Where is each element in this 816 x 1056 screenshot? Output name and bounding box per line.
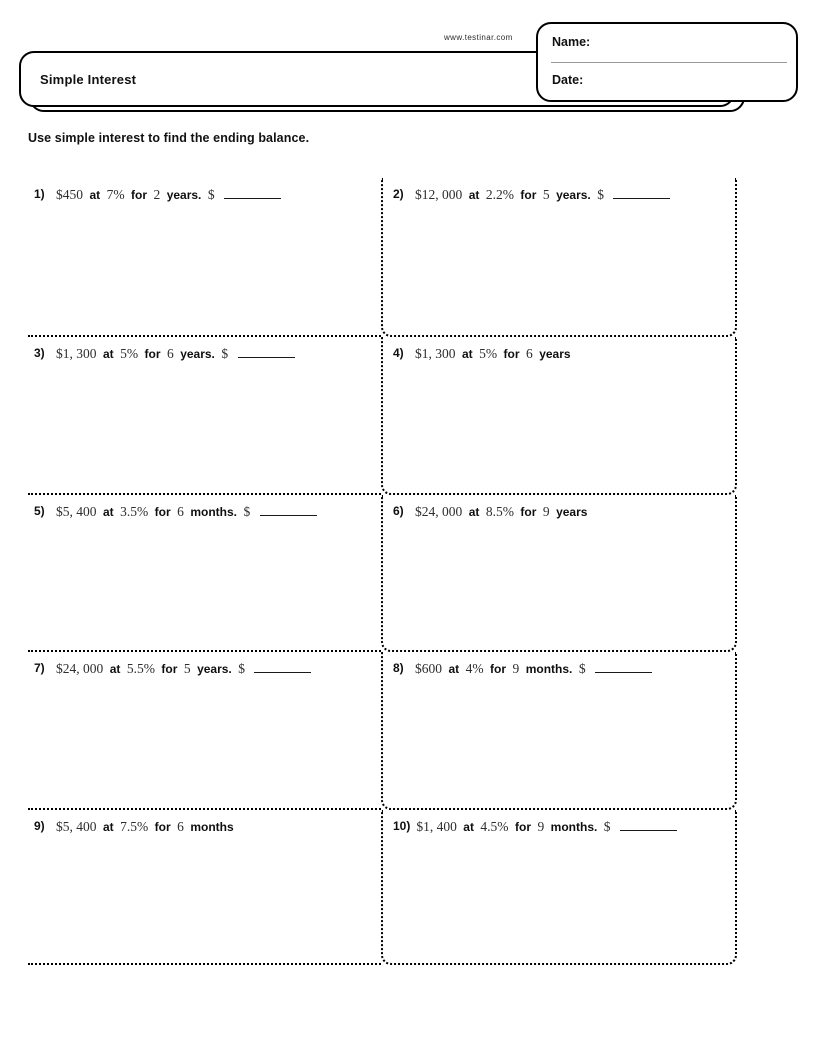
problem-cell-8 xyxy=(381,652,737,810)
rate-value: 7% xyxy=(106,187,125,202)
amount-value: $12, 000 xyxy=(415,187,463,202)
problem-text xyxy=(415,186,672,204)
site-url: www.testinar.com xyxy=(444,33,513,42)
date-label: Date: xyxy=(552,73,584,87)
at-word: at xyxy=(463,820,474,834)
answer-blank[interactable] xyxy=(224,186,281,199)
dollar-sign: $ xyxy=(238,661,245,676)
problem-cell-4 xyxy=(381,337,737,495)
for-word: for xyxy=(161,662,178,676)
amount-value: $1, 300 xyxy=(415,346,456,361)
unit-word: months. xyxy=(190,505,237,519)
problem-number: 6) xyxy=(393,504,404,518)
unit-word: years. xyxy=(197,662,232,676)
at-word: at xyxy=(461,347,473,361)
for-word: for xyxy=(515,820,531,834)
problem-number: 10) xyxy=(393,819,411,833)
problem-cell-3 xyxy=(28,337,381,495)
problem-text xyxy=(56,186,283,204)
for-word: for xyxy=(131,188,148,202)
unit-word: years. xyxy=(166,188,202,202)
dollar-sign: $ xyxy=(597,187,604,202)
problem-cell-1 xyxy=(28,178,381,337)
answer-blank[interactable] xyxy=(620,818,677,831)
for-word: for xyxy=(490,662,507,676)
instruction-text: Use simple interest to find the ending balance. xyxy=(28,131,310,145)
problem-cell-5 xyxy=(28,495,381,652)
dollar-sign: $ xyxy=(578,661,586,676)
for-word: for xyxy=(154,820,171,834)
unit-word: years xyxy=(539,347,571,361)
problem-number: 2) xyxy=(393,187,404,201)
time-value: 9 xyxy=(512,661,520,676)
time-value: 6 xyxy=(525,346,533,361)
at-word: at xyxy=(102,347,114,361)
for-word: for xyxy=(503,347,520,361)
problem-text xyxy=(56,345,297,363)
for-word: for xyxy=(520,188,537,202)
problem-number: 1) xyxy=(34,187,45,201)
answer-blank[interactable] xyxy=(260,503,317,516)
unit-word: years xyxy=(556,505,588,519)
amount-value: $5, 400 xyxy=(56,819,97,834)
time-value: 9 xyxy=(537,819,545,834)
problem-text xyxy=(415,503,589,521)
problem-number: 7) xyxy=(34,661,45,675)
unit-word: months xyxy=(190,820,234,834)
amount-value: $1, 400 xyxy=(416,819,457,834)
name-label: Name: xyxy=(552,35,591,49)
answer-blank[interactable] xyxy=(595,660,652,673)
at-word: at xyxy=(89,188,101,202)
amount-value: $1, 300 xyxy=(56,346,97,361)
rate-value: 5% xyxy=(479,346,498,361)
amount-value: $450 xyxy=(56,187,83,202)
time-value: 5 xyxy=(183,661,191,676)
problem-cell-10 xyxy=(381,810,737,965)
problem-number: 3) xyxy=(34,346,45,360)
problem-number: 4) xyxy=(393,346,404,360)
problem-text xyxy=(416,818,679,836)
rate-value: 8.5% xyxy=(485,504,514,519)
problem-number: 5) xyxy=(34,504,45,518)
rate-value: 7.5% xyxy=(120,819,149,834)
answer-blank[interactable] xyxy=(613,186,670,199)
time-value: 9 xyxy=(542,504,550,519)
time-value: 2 xyxy=(153,187,161,202)
problem-number: 8) xyxy=(393,661,404,675)
problem-cell-9 xyxy=(28,810,381,965)
at-word: at xyxy=(448,662,460,676)
at-word: at xyxy=(468,505,480,519)
worksheet-title: Simple Interest xyxy=(40,71,137,87)
unit-word: years. xyxy=(180,347,215,361)
answer-blank[interactable] xyxy=(238,345,295,358)
problem-cell-7 xyxy=(28,652,381,810)
rate-value: 4% xyxy=(465,661,484,676)
time-value: 6 xyxy=(177,819,184,834)
amount-value: $24, 000 xyxy=(415,504,463,519)
name-date-box xyxy=(536,22,798,102)
rate-value: 5% xyxy=(120,346,139,361)
at-word: at xyxy=(468,188,480,202)
dollar-sign: $ xyxy=(603,819,611,834)
problem-cell-6 xyxy=(381,495,737,652)
answer-blank[interactable] xyxy=(254,660,311,673)
problems-grid xyxy=(28,178,737,965)
time-value: 6 xyxy=(166,346,174,361)
problem-text xyxy=(415,660,654,678)
rate-value: 5.5% xyxy=(126,661,155,676)
time-value: 5 xyxy=(542,187,550,202)
at-word: at xyxy=(102,820,114,834)
unit-word: months. xyxy=(550,820,598,834)
dollar-sign: $ xyxy=(243,504,251,519)
rate-value: 4.5% xyxy=(480,819,509,834)
amount-value: $600 xyxy=(415,661,442,676)
name-fill-line[interactable] xyxy=(551,62,787,63)
unit-word: years. xyxy=(556,188,591,202)
problem-text xyxy=(56,503,319,521)
amount-value: $5, 400 xyxy=(56,504,97,519)
problem-text xyxy=(415,345,573,363)
dollar-sign: $ xyxy=(207,187,215,202)
problem-text xyxy=(56,660,313,678)
rate-value: 2.2% xyxy=(485,187,514,202)
amount-value: $24, 000 xyxy=(56,661,104,676)
problem-number: 9) xyxy=(34,819,45,833)
problem-cell-2 xyxy=(381,178,737,337)
at-word: at xyxy=(109,662,121,676)
time-value: 6 xyxy=(177,504,184,519)
for-word: for xyxy=(520,505,537,519)
problem-text xyxy=(56,818,236,836)
for-word: for xyxy=(144,347,161,361)
unit-word: months. xyxy=(525,662,573,676)
rate-value: 3.5% xyxy=(120,504,149,519)
at-word: at xyxy=(102,505,114,519)
dollar-sign: $ xyxy=(221,346,229,361)
for-word: for xyxy=(154,505,171,519)
